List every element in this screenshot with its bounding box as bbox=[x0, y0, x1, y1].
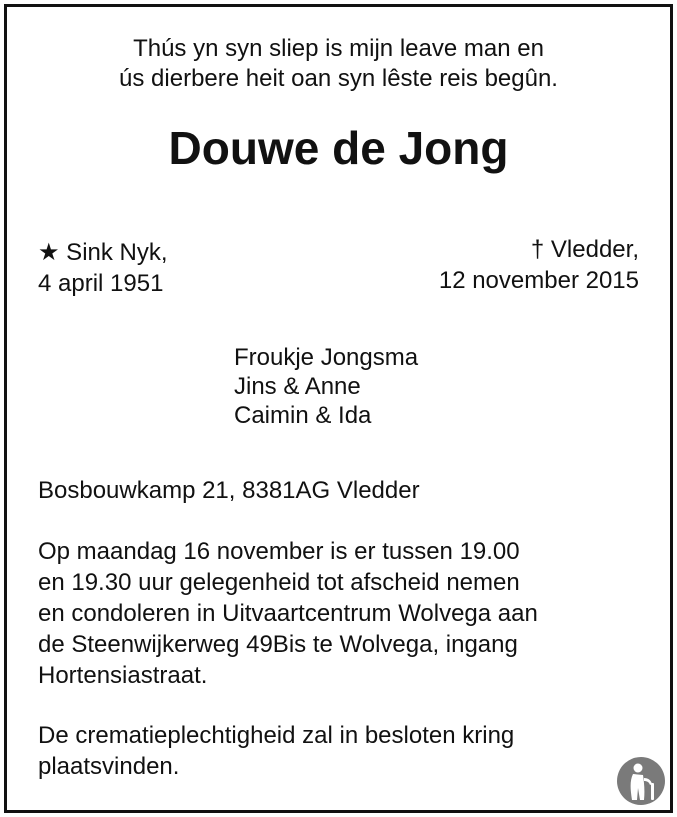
intro-line-2: ús dierbere heit oan syn lêste reis begûn. bbox=[119, 65, 558, 92]
birth-date: 4 april 1951 bbox=[38, 270, 164, 297]
visitation-line: de Steenwijkerweg 49Bis te Wolvega, ingang bbox=[38, 631, 518, 658]
death-place: † Vledder, bbox=[530, 236, 639, 263]
visitation-line: en condoleren in Uitvaartcentrum Wolvega aan bbox=[38, 600, 538, 627]
visitation-line: Hortensiastraat. bbox=[38, 662, 208, 689]
intro-text bbox=[0, 34, 677, 94]
birth-info bbox=[38, 237, 168, 299]
address: Bosbouwkamp 21, 8381AG Vledder bbox=[38, 477, 420, 504]
visitation-paragraph bbox=[38, 536, 538, 691]
family-member: Froukje Jongsma bbox=[234, 344, 419, 371]
cremation-line: De crematieplechtigheid zal in besloten kring bbox=[38, 722, 515, 749]
death-date: 12 november 2015 bbox=[438, 267, 639, 294]
family-member: Jins & Anne bbox=[234, 373, 361, 400]
deceased-name: Douwe de Jong bbox=[168, 122, 509, 174]
family-member: Caimin & Ida bbox=[234, 402, 372, 429]
intro-line-1: Thús yn syn sliep is mijn leave man en bbox=[133, 35, 544, 62]
cremation-line: plaatsvinden. bbox=[38, 753, 180, 780]
birth-place: ★ Sink Nyk, bbox=[38, 239, 168, 266]
cremation-paragraph bbox=[38, 720, 514, 782]
visitation-line: Op maandag 16 november is er tussen 19.00 bbox=[38, 538, 520, 565]
visitation-line: en 19.30 uur gelegenheid tot afscheid nemen bbox=[38, 569, 520, 596]
family-list bbox=[234, 343, 418, 430]
memorial-figure-logo-icon[interactable] bbox=[616, 756, 666, 806]
death-info bbox=[439, 234, 639, 296]
